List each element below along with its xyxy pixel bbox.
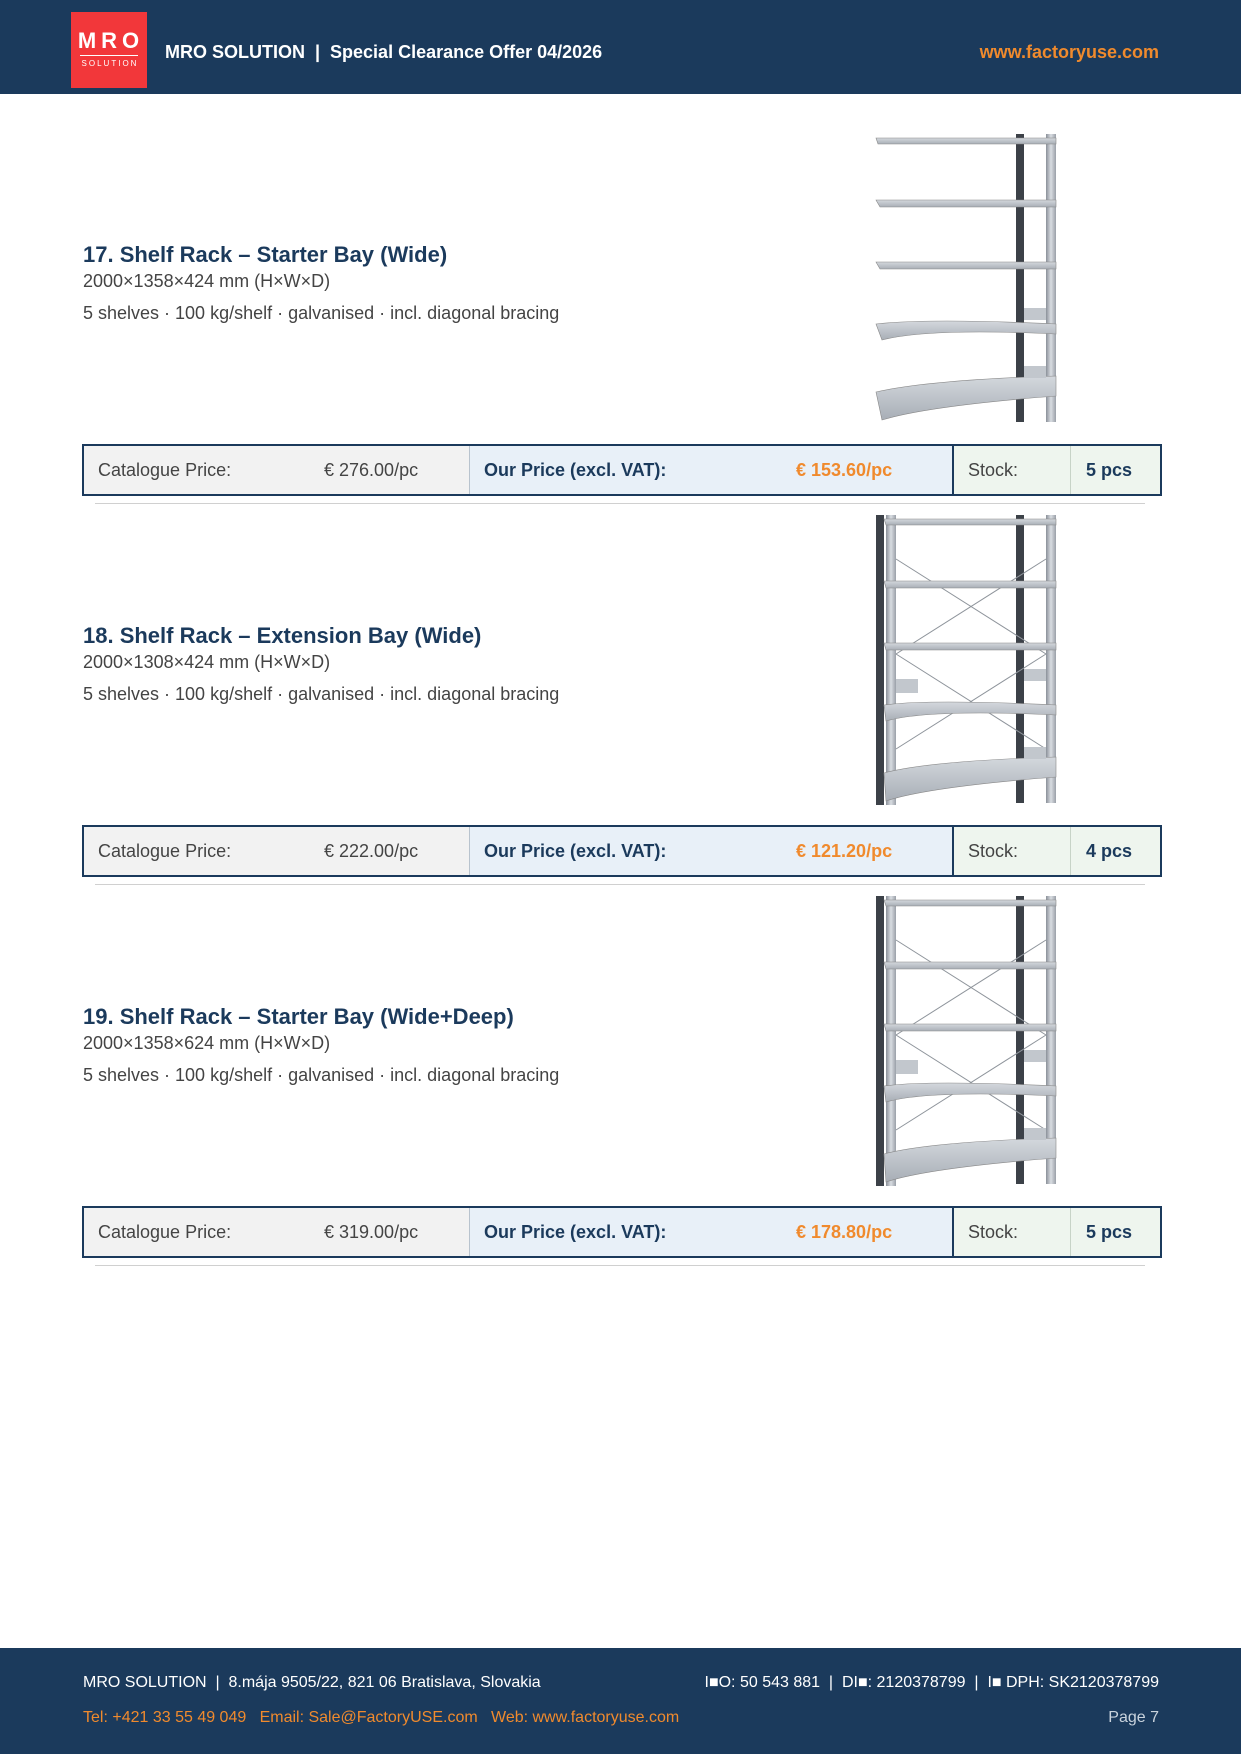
stock-value: 5 pcs xyxy=(1071,1208,1160,1256)
catalogue-price-label: Catalogue Price: xyxy=(98,1221,232,1242)
stock-value: 4 pcs xyxy=(1071,827,1160,875)
price-row xyxy=(82,444,1162,496)
our-price-value: € 153.60/pc xyxy=(796,459,893,480)
catalogue-price-label: Catalogue Price: xyxy=(98,459,232,480)
page-header xyxy=(0,0,1241,94)
stock-label: Stock: xyxy=(954,827,1071,875)
our-price-label: Our Price (excl. VAT): xyxy=(484,1221,667,1242)
our-price-value: € 121.20/pc xyxy=(796,840,893,861)
catalogue-price-value: € 222.00/pc xyxy=(324,840,419,861)
shelf-rack-extension-image xyxy=(868,509,1083,814)
footer-company-address: MRO SOLUTION | 8.mája 9505/22, 821 06 Bratislava, Slovakia xyxy=(83,1674,541,1691)
footer-contacts[interactable]: Tel: +421 33 55 49 049 Email: Sale@FactoryUSE.com Web: www.factoryuse.com xyxy=(83,1709,680,1726)
product-card-17 xyxy=(0,114,1241,494)
product-title: 18. Shelf Rack – Extension Bay (Wide) xyxy=(83,623,482,648)
logo-subtext: SOLUTION xyxy=(81,59,139,68)
shelf-rack-starter-image xyxy=(868,128,1083,433)
logo-divider xyxy=(80,55,138,56)
stock-value: 5 pcs xyxy=(1071,446,1160,494)
logo-text: MRO xyxy=(77,28,145,53)
catalogue-price-cell xyxy=(84,1208,470,1256)
catalogue-price-value: € 319.00/pc xyxy=(324,1221,419,1242)
our-price-label: Our Price (excl. VAT): xyxy=(484,840,667,861)
product-title: 19. Shelf Rack – Starter Bay (Wide+Deep) xyxy=(83,1004,514,1029)
rack-drawing-wide-deep xyxy=(876,896,1056,1186)
header-title: MRO SOLUTION | Special Clearance Offer 04/2026 xyxy=(165,42,603,62)
rack-drawing-extension xyxy=(876,515,1056,805)
product-title: 17. Shelf Rack – Starter Bay (Wide) xyxy=(83,242,448,267)
product-description: 5 shelves · 100 kg/shelf · galvanised · incl. diagonal bracing xyxy=(83,684,560,704)
price-row xyxy=(82,1206,1162,1258)
catalogue-price-cell xyxy=(84,827,470,875)
product-description: 5 shelves · 100 kg/shelf · galvanised · incl. diagonal bracing xyxy=(83,1065,560,1085)
catalogue-price-value: € 276.00/pc xyxy=(324,459,419,480)
product-separator xyxy=(95,1265,1145,1266)
header-website-link[interactable]: www.factoryuse.com xyxy=(979,42,1159,62)
company-logo xyxy=(71,12,147,88)
price-row xyxy=(82,825,1162,877)
page-footer xyxy=(0,1648,1241,1754)
our-price-label: Our Price (excl. VAT): xyxy=(484,459,667,480)
rack-drawing-starter xyxy=(876,134,1056,422)
our-price-value: € 178.80/pc xyxy=(796,1221,893,1242)
footer-registration: I■O: 50 543 881 | DI■: 2120378799 | I■ DPH: SK2120378799 xyxy=(704,1674,1159,1691)
our-price-cell xyxy=(470,827,954,875)
catalogue-price-label: Catalogue Price: xyxy=(98,840,232,861)
product-dimensions: 2000×1358×624 mm (H×W×D) xyxy=(83,1033,331,1053)
stock-label: Stock: xyxy=(954,1208,1071,1256)
product-dimensions: 2000×1308×424 mm (H×W×D) xyxy=(83,652,331,672)
stock-label: Stock: xyxy=(954,446,1071,494)
product-card-18 xyxy=(0,495,1241,875)
our-price-cell xyxy=(470,1208,954,1256)
our-price-cell xyxy=(470,446,954,494)
product-dimensions: 2000×1358×424 mm (H×W×D) xyxy=(83,271,331,291)
product-description: 5 shelves · 100 kg/shelf · galvanised · incl. diagonal bracing xyxy=(83,303,560,323)
shelf-rack-wide-deep-image xyxy=(868,890,1083,1195)
product-card-19 xyxy=(0,876,1241,1256)
catalogue-price-cell xyxy=(84,446,470,494)
page-number: Page 7 xyxy=(1108,1709,1159,1726)
